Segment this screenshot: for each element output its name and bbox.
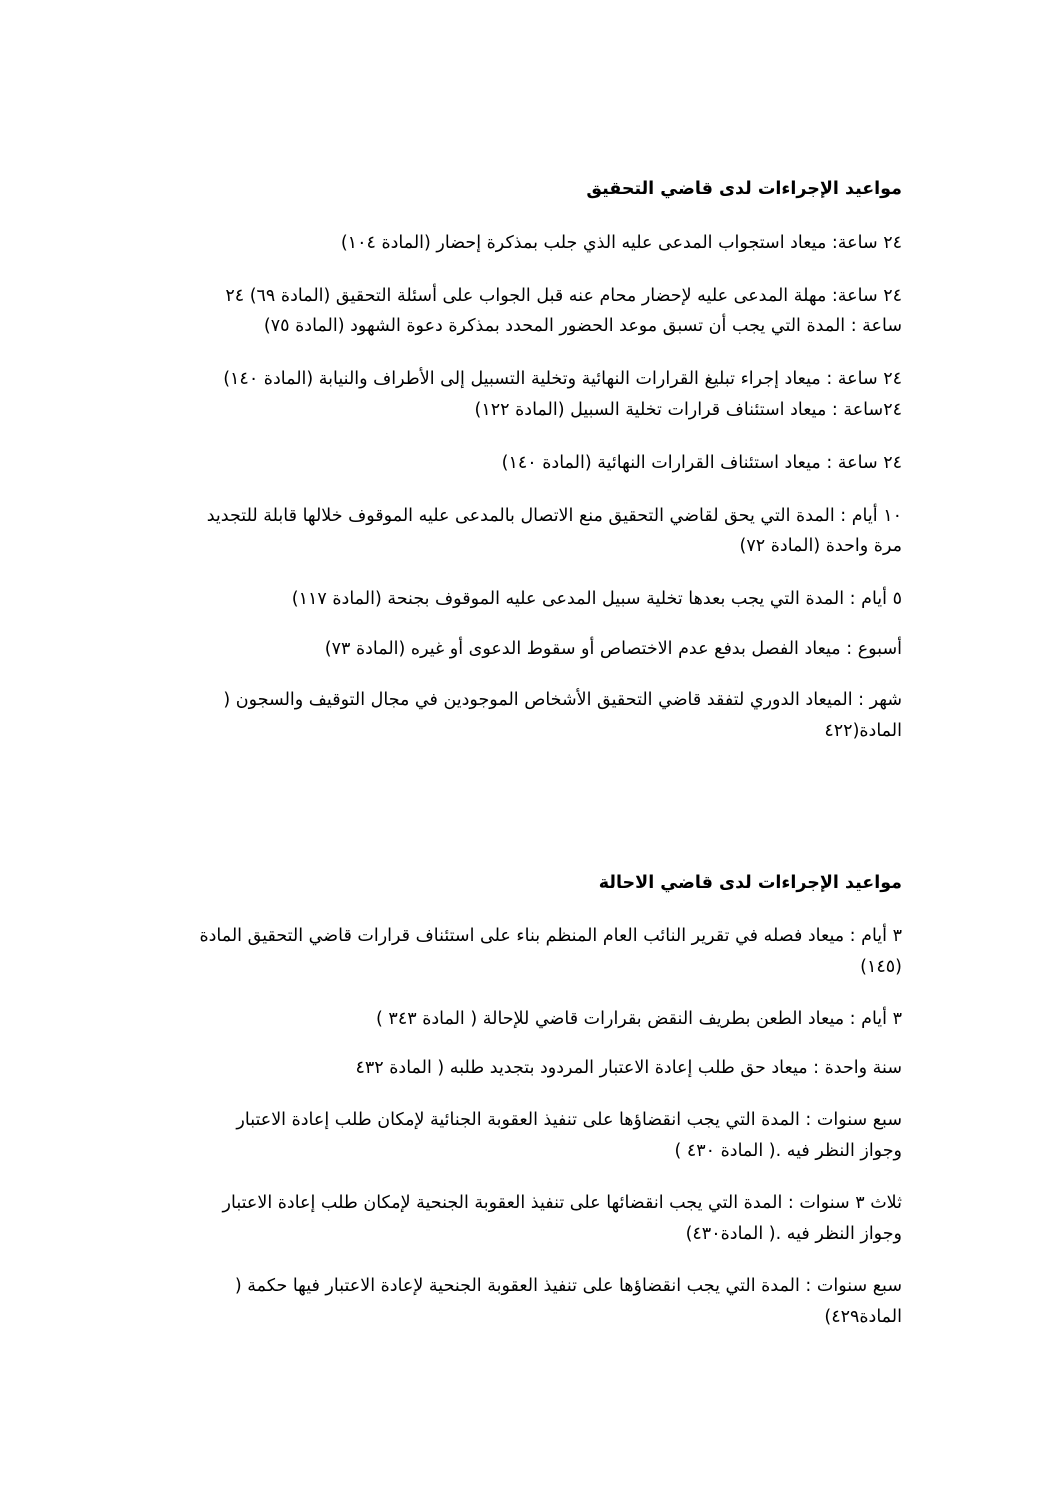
text-line: (١٤٥) bbox=[860, 957, 902, 977]
text-line: ٢٤ ساعة : ميعاد إجراء تبليغ القرارات النهائية وتخلية التسبيل إلى الأطراف والنيابة (المادة ١٤٠) bbox=[223, 369, 902, 389]
section-heading-investigating-judge: مواعيد الإجراءات لدى قاضي التحقيق bbox=[586, 179, 902, 199]
text-line: ٢٤ ساعة : ميعاد استئناف القرارات النهائية (المادة ١٤٠) bbox=[501, 453, 902, 473]
text-line: ٣ أيام : ميعاد الطعن بطريف النقض بقرارات قاضي للإحالة ( المادة ٣٤٣ ) bbox=[376, 1009, 902, 1029]
text-line: ٥ أيام : المدة التي يجب بعدها تخلية سبيل المدعى عليه الموقوف بجنحة (المادة ١١٧) bbox=[291, 589, 902, 609]
text-line: وجواز النظر فيه .( المادة٤٣٠) bbox=[685, 1224, 902, 1244]
text-line: ١٠ أيام : المدة التي يحق لقاضي التحقيق منع الاتصال بالمدعى عليه الموقوف خلالها قابلة للتجديد bbox=[206, 506, 902, 526]
text-line: المادة٤٢٩) bbox=[824, 1307, 902, 1327]
text-line: سبع سنوات : المدة التي يجب انقضاؤها على تنفيذ العقوبة الجنائية لإمكان طلب إعادة الاعتبار bbox=[236, 1110, 902, 1130]
text-line: سبع سنوات : المدة التي يجب انقضاؤها على تنفيذ العقوبة الجنحية لإعادة الاعتبار فيها حكمة ( bbox=[234, 1276, 902, 1296]
section-heading-referral-judge: مواعيد الإجراءات لدى قاضي الاحالة bbox=[598, 873, 902, 893]
text-line: وجواز النظر فيه .( المادة ٤٣٠ ) bbox=[674, 1141, 902, 1161]
text-line: شهر : الميعاد الدوري لتفقد قاضي التحقيق الأشخاص الموجودين في مجال التوقيف والسجون ( bbox=[223, 690, 902, 710]
text-line: ساعة : المدة التي يجب أن تسبق موعد الحضور المحدد بمذكرة دعوة الشهود (المادة ٧٥) bbox=[263, 316, 902, 336]
text-line: ٣ أيام : ميعاد فصله في تقرير النائب العام المنظم بناء على استئناف قرارات قاضي التحقيق المادة bbox=[199, 926, 902, 946]
text-line: أسبوع : ميعاد الفصل بدفع عدم الاختصاص أو سقوط الدعوى أو غيره (المادة ٧٣) bbox=[324, 639, 902, 659]
text-line: مرة واحدة (المادة ٧٢) bbox=[739, 536, 902, 556]
text-line: ٢٤ ساعة: ميعاد استجواب المدعى عليه الذي جلب بمذكرة إحضار (المادة ١٠٤) bbox=[340, 233, 902, 253]
text-line: المادة(٤٢٢ bbox=[824, 721, 902, 741]
text-line: ٢٤ساعة : ميعاد استئناف قرارات تخلية السبيل (المادة ١٢٢) bbox=[474, 400, 902, 420]
text-line: ٢٤ ساعة: مهلة المدعى عليه لإحضار محام عنه قبل الجواب على أسئلة التحقيق (المادة ٦٩) ٢٤ bbox=[225, 286, 902, 306]
text-line: ثلاث ٣ سنوات : المدة التي يجب انقضائها على تنفيذ العقوبة الجنحية لإمكان طلب إعادة الاعتبار bbox=[222, 1193, 902, 1213]
text-line: سنة واحدة : ميعاد حق طلب إعادة الاعتبار المردود بتجديد طلبه ( المادة ٤٣٢ bbox=[355, 1058, 902, 1078]
